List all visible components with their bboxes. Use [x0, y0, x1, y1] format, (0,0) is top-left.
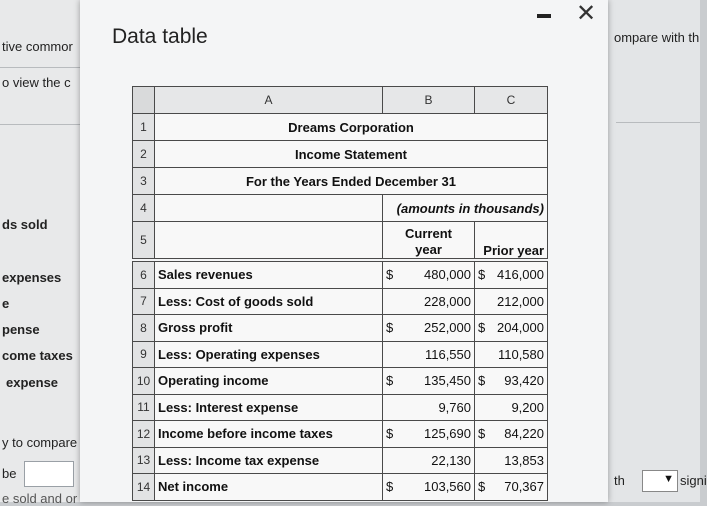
currency-symbol: $ [478, 267, 486, 283]
currency-symbol: $ [386, 320, 394, 336]
row-number: 2 [133, 141, 155, 168]
background-text: e sold and or [2, 491, 78, 506]
divider [616, 122, 700, 123]
current-year-cell [383, 368, 475, 395]
background-text: be [2, 466, 17, 481]
prior-year-cell [475, 341, 548, 368]
line-item-label: Gross profit [155, 315, 383, 342]
statement-title: Income Statement [155, 141, 548, 168]
column-header: C [475, 87, 548, 114]
prior-year-cell [475, 288, 548, 315]
background-input-field[interactable] [24, 461, 74, 487]
table-row [133, 368, 548, 395]
table-row [133, 222, 548, 259]
table-row [133, 288, 548, 315]
currency-symbol: $ [478, 373, 486, 389]
prior-year-cell [475, 315, 548, 342]
table-row [133, 168, 548, 195]
row-number: 4 [133, 195, 155, 222]
table-row [133, 315, 548, 342]
table-row [133, 474, 548, 501]
statement-period: For the Years Ended December 31 [155, 168, 548, 195]
row-number: 7 [133, 288, 155, 315]
prior-year-cell [475, 474, 548, 501]
column-header-row [133, 87, 548, 114]
background-page-left [0, 0, 80, 506]
background-text: y to compare [2, 435, 78, 450]
background-page-right [608, 0, 707, 502]
table-row [133, 447, 548, 474]
current-year-cell [383, 474, 475, 501]
row-number: 13 [133, 447, 155, 474]
currency-symbol: $ [386, 426, 394, 442]
background-text: signi [680, 473, 707, 488]
table-row [133, 114, 548, 141]
dialog-title: Data table [112, 25, 208, 48]
current-year-value: 135,450 [424, 373, 471, 389]
background-text: o view the c [2, 75, 71, 90]
line-item-label: Less: Operating expenses [155, 341, 383, 368]
table-row [133, 141, 548, 168]
table-row [133, 195, 548, 222]
prior-year-cell [475, 262, 548, 289]
background-text: th [614, 473, 625, 488]
header-line: Current [405, 226, 452, 241]
prior-year-value: 70,367 [504, 479, 544, 495]
row-number: 6 [133, 262, 155, 289]
empty-cell [155, 195, 383, 222]
header-line: year [415, 242, 442, 257]
current-year-value: 9,760 [438, 399, 471, 415]
currency-symbol: $ [386, 373, 394, 389]
current-year-value: 480,000 [424, 267, 471, 283]
prior-year-cell [475, 421, 548, 448]
sheet-corner [133, 87, 155, 114]
line-item-label: Less: Income tax expense [155, 447, 383, 474]
prior-year-header: Prior year [475, 222, 548, 259]
minimize-button[interactable] [537, 14, 551, 18]
prior-year-value: 13,853 [504, 452, 544, 468]
column-header: B [383, 87, 475, 114]
close-button[interactable] [576, 2, 596, 26]
prior-year-cell [475, 368, 548, 395]
row-number: 3 [133, 168, 155, 195]
income-statement-table [132, 86, 548, 259]
background-text: ds sold [2, 217, 48, 232]
background-text: e [2, 296, 10, 311]
prior-year-value: 204,000 [497, 320, 544, 336]
prior-year-cell [475, 447, 548, 474]
background-text: ompare with th [614, 30, 700, 45]
prior-year-value: 9,200 [511, 399, 544, 415]
current-year-cell [383, 341, 475, 368]
close-icon: ✕ [576, 0, 597, 27]
divider [0, 67, 80, 68]
currency-symbol: $ [386, 479, 394, 495]
line-item-label: Sales revenues [155, 262, 383, 289]
empty-cell [155, 222, 383, 259]
current-year-cell [383, 447, 475, 474]
current-year-cell [383, 421, 475, 448]
background-text: expense [6, 375, 59, 390]
current-year-cell [383, 288, 475, 315]
row-number: 8 [133, 315, 155, 342]
current-year-value: 103,560 [424, 479, 471, 495]
current-year-value: 116,550 [424, 346, 471, 362]
current-year-value: 228,000 [424, 293, 471, 309]
prior-year-value: 84,220 [504, 426, 544, 442]
currency-symbol: $ [478, 426, 486, 442]
current-year-cell [383, 262, 475, 289]
currency-symbol: $ [478, 479, 486, 495]
table-row [133, 262, 548, 289]
prior-year-value: 416,000 [497, 267, 544, 283]
current-year-value: 22,130 [431, 452, 471, 468]
background-text: pense [2, 322, 40, 337]
chevron-down-icon: ▼ [663, 473, 674, 485]
line-item-label: Less: Interest expense [155, 394, 383, 421]
data-table-dialog [80, 0, 608, 502]
background-text: expenses [2, 270, 62, 285]
line-item-label: Net income [155, 474, 383, 501]
table-row [133, 421, 548, 448]
current-year-cell [383, 394, 475, 421]
table-row [133, 394, 548, 421]
row-number: 5 [133, 222, 155, 259]
background-dropdown[interactable] [642, 470, 678, 492]
currency-symbol: $ [386, 267, 394, 283]
background-text: come taxes [2, 348, 73, 363]
prior-year-value: 110,580 [497, 346, 544, 362]
background-text: tive commor [2, 39, 73, 54]
table-row [133, 341, 548, 368]
company-name: Dreams Corporation [155, 114, 548, 141]
row-number: 9 [133, 341, 155, 368]
prior-year-value: 93,420 [504, 373, 544, 389]
row-number: 12 [133, 421, 155, 448]
current-year-header [383, 222, 475, 259]
line-item-label: Income before income taxes [155, 421, 383, 448]
income-statement-body [132, 261, 548, 501]
column-header: A [155, 87, 383, 114]
prior-year-cell [475, 394, 548, 421]
prior-year-value: 212,000 [497, 293, 544, 309]
row-number: 11 [133, 394, 155, 421]
amounts-note: (amounts in thousands) [383, 195, 548, 222]
row-number: 10 [133, 368, 155, 395]
currency-symbol: $ [478, 320, 486, 336]
divider [0, 124, 80, 125]
current-year-value: 252,000 [424, 320, 471, 336]
row-number: 14 [133, 474, 155, 501]
current-year-cell [383, 315, 475, 342]
current-year-value: 125,690 [424, 426, 471, 442]
row-number: 1 [133, 114, 155, 141]
line-item-label: Less: Cost of goods sold [155, 288, 383, 315]
line-item-label: Operating income [155, 368, 383, 395]
